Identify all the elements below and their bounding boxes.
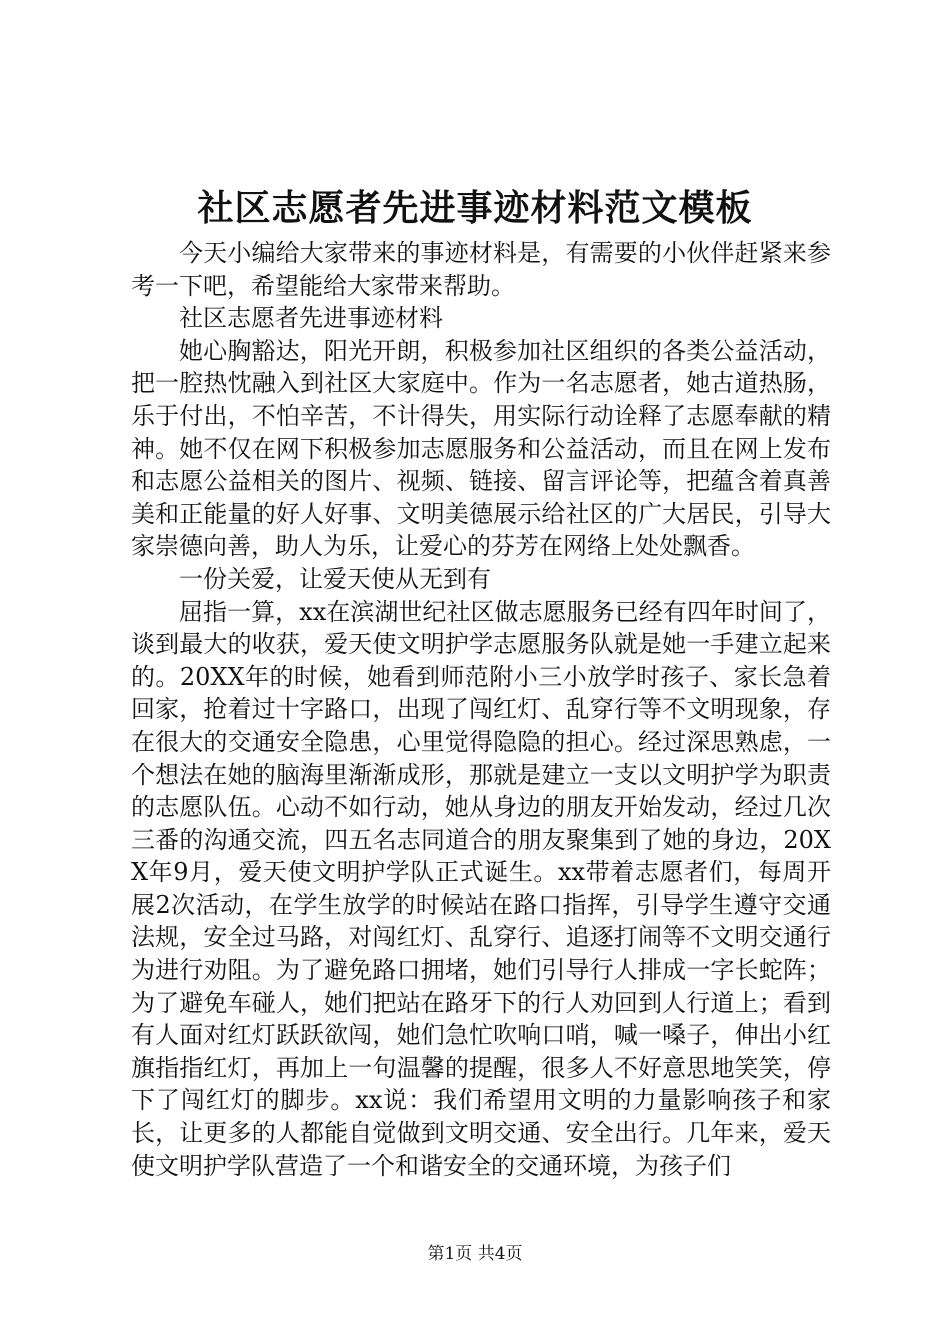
body-paragraph: 她心胸豁达，阳光开朗，积极参加社区组织的各类公益活动，把一腔热忱融入到社区大家庭中。作为一名志愿者，她古道热肠，乐于付出，不怕辛苦，不计得失，用实际行动诠释了志愿奉献的精神。她不仅在网下积极参加志愿服务和公益活动，而且在网上发布和志愿公益相关的图片、视频、链接、留言评论等，把蕴含着真善美和正能量的好人好事、文明美德展示给社区的广大居民，引导大家崇德向善，助人为乐，让爱心的芬芳在网络上处处飘香。 [131,336,831,561]
subsection-heading: 一份关爱，让爱天使从无到有 [179,564,491,593]
section-heading: 社区志愿者先进事迹材料 [179,304,443,333]
document-body [131,237,831,1182]
body-paragraph: 屈指一算，xx在滨湖世纪社区做志愿服务已经有四年时间了，谈到最大的收获，爱天使文明护学志愿服务队就是她一手建立起来的。20XX年的时候，她看到师范附小三小放学时孩子、家长急着回家，抢着过十字路口，出现了闯红灯、乱穿行等不文明现象，存在很大的交通安全隐患，心里觉得隐隐的担心。经过深思熟虑，一个想法在她的脑海里渐渐成形，那就是建立一支以文明护学为职责的志愿队伍。心动不如行动，她从身边的朋友开始发动，经过几次三番的沟通交流，四五名志同道合的朋友聚集到了她的身边，20XX年9月，爱天使文明护学队正式诞生。xx带着志愿者们，每周开展2次活动，在学生放学的时候站在路口指挥，引导学生遵守交通法规，安全过马路，对闯红灯、乱穿行、追逐打闹等不文明交通行为进行劝阻。为了避免路口拥堵，她们引导行人排成一字长蛇阵；为了避免车碰人，她们把站在路牙下的行人劝回到人行道上；看到有人面对红灯跃跃欲闯，她们急忙吹响口哨，喊一嗓子，伸出小红旗指指红灯，再加上一句温馨的提醒，很多人不好意思地笑笑，停下了闯红灯的脚步。xx说：我们希望用文明的力量影响孩子和家长，让更多的人都能自觉做到文明交通、安全出行。几年来，爱天使文明护学队营造了一个和谐安全的交通环境，为孩子们 [131,597,831,1180]
intro-paragraph: 今天小编给大家带来的事迹材料是，有需要的小伙伴赶紧来参考一下吧，希望能给大家带来帮助。 [131,239,831,300]
page-title: 社区志愿者先进事迹材料范文模板 [197,187,753,229]
page-number-footer: 第1页 共4页 [427,1244,523,1264]
